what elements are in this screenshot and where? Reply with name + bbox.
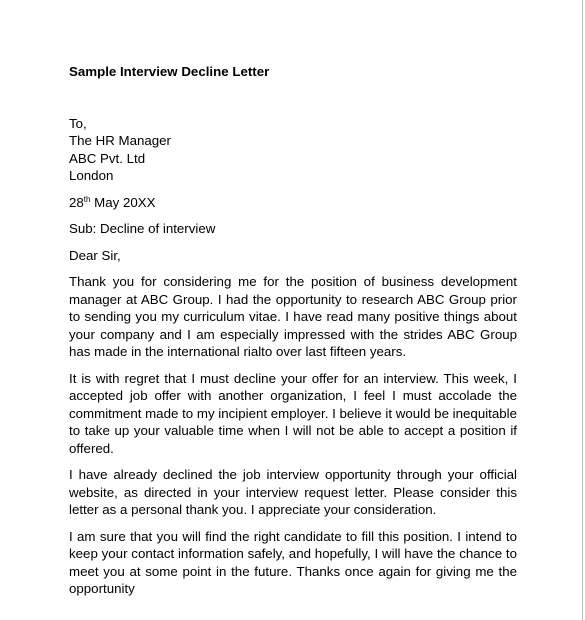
letter-body [69, 63, 517, 607]
address-to-line: To, [69, 115, 87, 131]
body-paragraph-4: I am sure that you will find the right candidate to fill this position. I intend to keep your contact information safely, and hopefully, I will have the chance to meet you at some point in the future. Thanks once again for giving me the opportunity [69, 528, 517, 596]
date-day: 28 [69, 194, 84, 210]
address-city-line: London [69, 168, 114, 183]
body-paragraph-2: It is with regret that I must decline your offer for an interview. This week, I accepted job offer with another organization, I feel I must accolade the commitment made to my incipient employer. I believe it would be inequitable to take up your valuable time when I will not be able to accept a position if offered. [69, 370, 517, 456]
recipient-address [69, 115, 517, 185]
address-recipient-line: The HR Manager [69, 133, 171, 148]
body-paragraph-3: I have already declined the job interview opportunity through your official website, as directed in your interview request letter. Please consider this letter as a personal thank you. I appreciate your consideration. [69, 467, 517, 517]
letter-subject: Sub: Decline of interview [69, 221, 216, 236]
address-company-line: ABC Pvt. Ltd [69, 150, 146, 166]
body-paragraph-1: Thank you for considering me for the position of business development manager at ABC Group. I had the opportunity to research ABC Group prior to sending you my curriculum vitae. I have read many positive things about your company and I am especially impressed with the strides ABC Group has made in the international rialto over last fifteen years. [69, 274, 517, 359]
letter-salutation: Dear Sir, [69, 247, 121, 263]
letter-title: Sample Interview Decline Letter [69, 64, 270, 79]
date-ordinal-suffix: th [83, 194, 91, 204]
date-month-year: May 20XX [90, 194, 156, 210]
letter-date [69, 194, 517, 212]
